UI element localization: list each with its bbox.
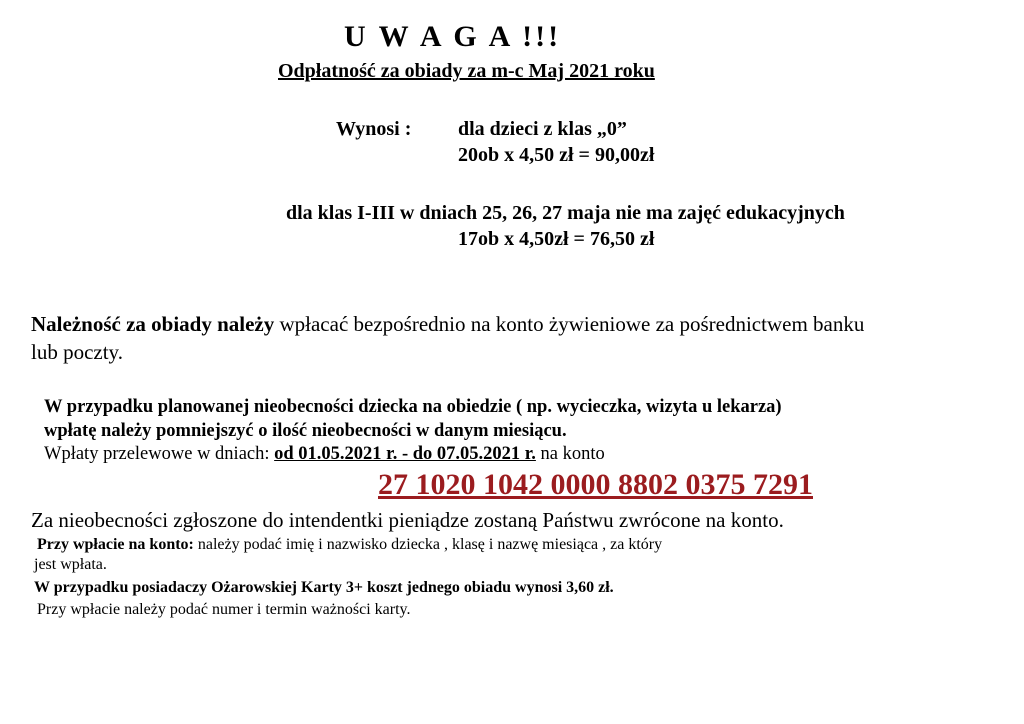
absence-line1: W przypadku planowanej nieobecności dziecka na obiedzie ( np. wycieczka, wizyta u lekarza)	[44, 397, 782, 417]
payment-instructions	[31, 312, 864, 336]
card-note: Przy wpłacie należy podać numer i termin ważności karty.	[37, 601, 411, 618]
account-number: 27 1020 1042 0000 8802 0375 7291	[378, 468, 813, 501]
wplata-note	[37, 536, 662, 554]
fees-group0-label: dla dzieci z klas „0”	[458, 118, 627, 140]
wplata-rest: należy podać imię i nazwisko dziecka , klasę i nazwę miesiąca , za który	[193, 536, 663, 553]
transfer-suffix: na konto	[535, 444, 605, 464]
transfer-dates-line	[44, 444, 605, 465]
refund-text: Za nieobecności zgłoszone do intendentki pieniądze zostaną Państwu zwrócone na konto.	[31, 508, 784, 532]
transfer-dates: od 01.05.2021 r. - do 07.05.2021 r.	[274, 444, 536, 464]
page-title: U W A G A !!!	[344, 20, 562, 53]
wplata-bold: Przy wpłacie na konto:	[37, 536, 194, 553]
payment-line2: lub poczty.	[31, 340, 123, 364]
wplata-line2: jest wpłata.	[34, 556, 107, 573]
transfer-prefix: Wpłaty przelewowe w dniach:	[44, 444, 275, 464]
payment-rest: wpłacać bezpośrednio na konto żywieniowe za pośrednictwem banku	[274, 312, 865, 336]
payment-bold: Należność za obiady należy	[31, 312, 275, 336]
absence-line2: wpłatę należy pomniejszyć o ilość nieobecności w danym miesiącu.	[44, 421, 567, 441]
fees-group1-calc: 17ob x 4,50zł = 76,50 zł	[458, 228, 655, 250]
fees-label: Wynosi :	[336, 118, 412, 140]
fees-group0-calc: 20ob x 4,50 zł = 90,00zł	[458, 144, 655, 166]
card-note-bold: W przypadku posiadaczy Ożarowskiej Karty 3+ koszt jednego obiadu wynosi 3,60 zł.	[34, 579, 614, 596]
page-subtitle: Odpłatność za obiady za m-c Maj 2021 roku	[278, 60, 655, 82]
fees-group1-label: dla klas I-III w dniach 25, 26, 27 maja nie ma zajęć edukacyjnych	[286, 202, 845, 224]
